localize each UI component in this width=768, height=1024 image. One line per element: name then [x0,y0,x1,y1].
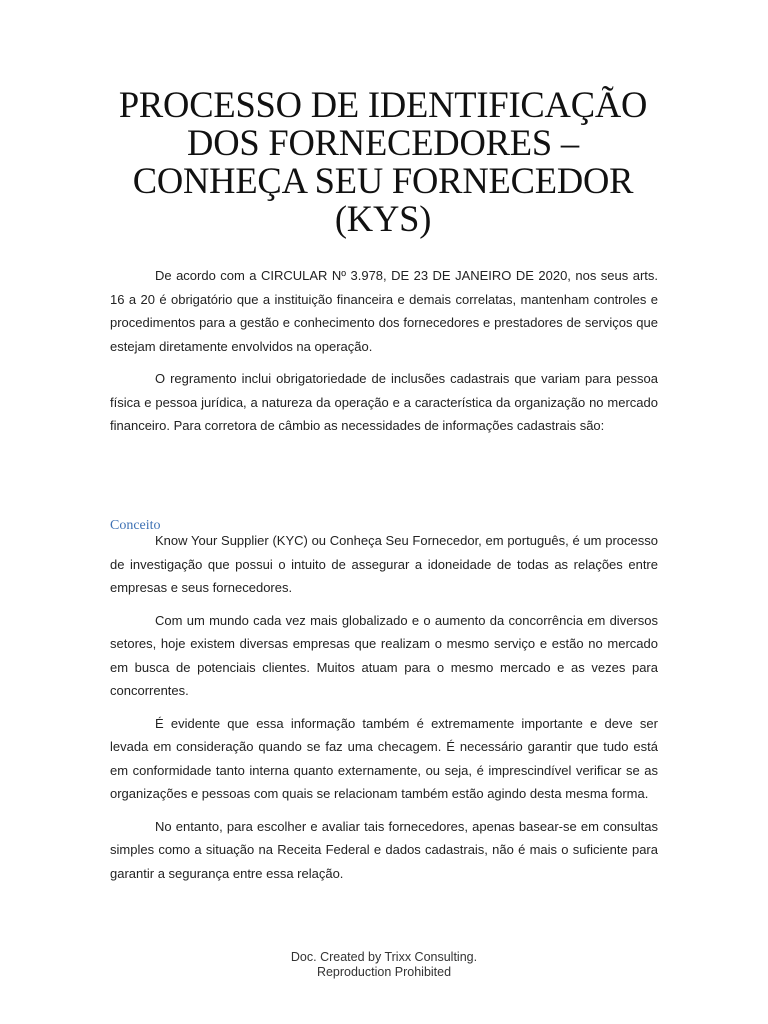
title-line: CONHEÇA SEU FORNECEDOR [132,160,634,201]
section-paragraph: No entanto, para escolher e avaliar tais fornecedores, apenas basear-se em consultas simples como a situação na Receita Federal e dados cadastrais, não é mais o suficiente para garantir a segurança entre essa relação. [110,818,658,881]
section-paragraph: Com um mundo cada vez mais globalizado e o aumento da concorrência em diversos setores, hoje existem diversas empresas que realizam o mesmo serviço e estão no mercado em busca de potenciais clientes. Muitos atuam para o mesmo mercado e as vezes para concorrentes. [110,612,658,698]
title-line: (KYS) [334,198,432,239]
footer-line: Reproduction Prohibited [316,965,452,979]
section-paragraph: Know Your Supplier (KYC) ou Conheça Seu Fornecedor, em português, é um processo de investigação que possui o intuito de assegurar a idoneidade de todas as relações entre empresas e seus fornecedores. [110,533,658,595]
intro-section [110,264,658,438]
footer-line: Doc. Created by Trixx Consulting. [290,950,478,964]
section-paragraph: É evidente que essa informação também é extremamente importante e deve ser levada em consideração quando se faz uma checagem. É necessário garantir que tudo está em conformidade tanto interna quanto externamente, ou seja, é imprescindível verificar se as organizações e pessoas com quais se relacionam também estão agindo desta mesma forma. [110,715,658,801]
title-line: DOS FORNECEDORES – [187,122,579,163]
title-line: PROCESSO DE IDENTIFICAÇÃO [118,84,648,125]
intro-paragraph: De acordo com a CIRCULAR Nº 3.978, DE 23 DE JANEIRO DE 2020, nos seus arts. 16 a 20 é obrigatório que a instituição financeira e demais correlatas, mantenham controles e procedimentos para a gestão e conhecimento dos fornecedores e prestadores de serviços que estejam diretamente envolvidos na operação. [110,268,658,354]
concept-section [110,516,658,885]
intro-paragraph: O regramento inclui obrigatoriedade de inclusões cadastrais que variam para pessoa física e pessoa jurídica, a natureza da operação e a característica da organização no mercado financeiro. Para corretora de câmbio as necessidades de informações cadastrais são: [110,371,658,433]
section-heading: Conceito [110,518,161,533]
page-footer [184,950,584,980]
document-title [108,86,658,238]
